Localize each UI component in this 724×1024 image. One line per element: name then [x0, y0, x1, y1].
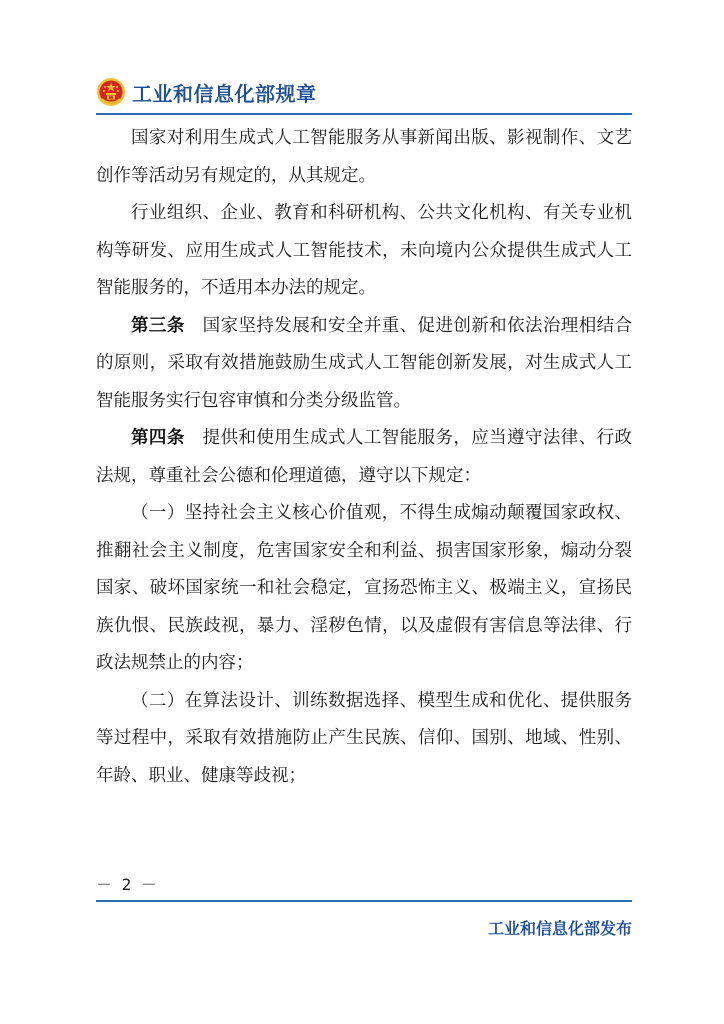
paragraph-text: 提供和使用生成式人工智能服务，应当遵守法律、行政法规，尊重社会公德和伦理道德，遵守以下规定：: [96, 428, 633, 486]
article-number: 第四条: [131, 428, 185, 448]
page-number: － 2 －: [96, 875, 157, 894]
header-title: 工业和信息化部规章: [132, 82, 317, 106]
national-emblem-icon: [96, 77, 126, 107]
footer-divider: [96, 900, 632, 902]
paragraph: [96, 420, 632, 495]
footer-publisher: 工业和信息化部发布: [487, 919, 632, 938]
paragraph: [96, 495, 632, 683]
document-body: [96, 120, 632, 795]
header-divider: [96, 113, 632, 115]
paragraph-text: 国家坚持发展和安全并重、促进创新和依法治理相结合的原则，采取有效措施鼓励生成式人工智能创新发展，对生成式人工智能服务实行包容审慎和分类分级监管。: [96, 315, 633, 411]
paragraph: [96, 683, 632, 796]
paragraph-text: （一）坚持社会主义核心价值观，不得生成煽动颠覆国家政权、推翻社会主义制度，危害国家安全和利益、损害国家形象，煽动分裂国家、破坏国家统一和社会稳定，宣扬恐怖主义、极端主义，宣扬民族仇恨、民族歧视，暴力、淫秽色情，以及虚假有害信息等法律、行政法规禁止的内容；: [96, 503, 632, 673]
paragraph: [96, 195, 632, 308]
paragraph-text: 国家对利用生成式人工智能服务从事新闻出版、影视制作、文艺创作等活动另有规定的，从其规定。: [96, 128, 632, 186]
page-header: [96, 76, 632, 110]
article-number: 第三条: [131, 315, 185, 336]
paragraph-text: 行业组织、企业、教育和科研机构、公共文化机构、有关专业机构等研发、应用生成式人工智能技术，未向境内公众提供生成式人工智能服务的，不适用本办法的规定。: [96, 203, 632, 298]
paragraph: [96, 120, 632, 195]
paragraph-text: （二）在算法设计、训练数据选择、模型生成和优化、提供服务等过程中，采取有效措施防止产生民族、信仰、国别、地域、性别、年龄、职业、健康等歧视；: [96, 690, 632, 786]
paragraph: [96, 308, 632, 421]
